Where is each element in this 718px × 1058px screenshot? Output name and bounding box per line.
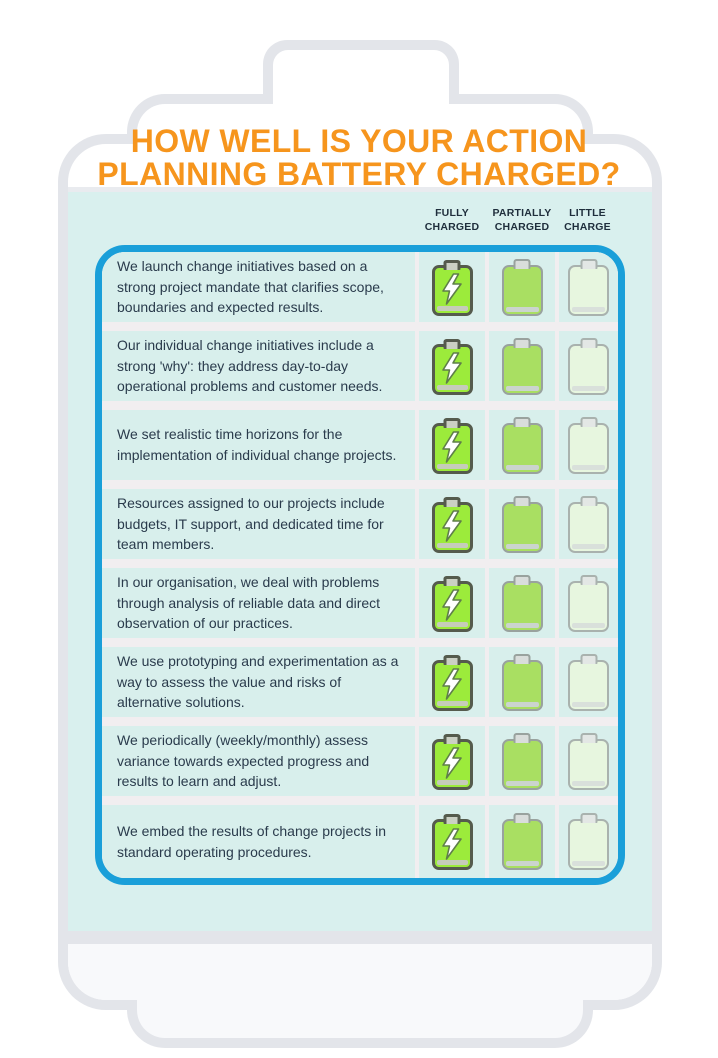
battery-partially-charged-icon <box>489 805 555 878</box>
statement-text: Resources assigned to our projects include budgets, IT support, and dedicated time for team members. <box>102 489 415 559</box>
battery-cap-icon <box>444 576 461 586</box>
battery-fully-charged-icon <box>419 489 485 559</box>
statement-text: Our individual change initiatives include a strong 'why': they address day-to-day operational problems and customer needs. <box>102 331 415 401</box>
battery-cap-icon <box>514 575 531 585</box>
battery-little-charge-icon <box>559 331 618 401</box>
battery-cap-icon <box>580 338 597 348</box>
battery-cap-icon <box>444 339 461 349</box>
statement-text: In our organisation, we deal with problems through analysis of reliable data and direct observation of our practices. <box>102 568 415 638</box>
battery-little-charge-icon <box>559 410 618 480</box>
battery-cap-icon <box>444 497 461 507</box>
battery-cap-icon <box>514 654 531 664</box>
lightning-bolt-icon <box>441 352 463 384</box>
battery-cap-icon <box>580 259 597 269</box>
lightning-bolt-icon <box>441 431 463 463</box>
battery-cap-icon <box>444 260 461 270</box>
lightning-bolt-icon <box>441 828 463 860</box>
column-headers <box>419 206 616 234</box>
assessment-grid <box>102 252 618 878</box>
battery-little-charge-icon <box>559 726 618 796</box>
battery-partially-charged-icon <box>489 252 555 322</box>
statement-text: We use prototyping and experimentation as a way to assess the value and risks of alternative solutions. <box>102 647 415 717</box>
battery-fully-charged-icon <box>419 805 485 878</box>
battery-little-charge-icon <box>559 489 618 559</box>
battery-cap-icon <box>514 733 531 743</box>
battery-partially-charged-icon <box>489 647 555 717</box>
battery-cap-icon <box>580 417 597 427</box>
battery-fully-charged-icon <box>419 568 485 638</box>
column-header-partially-charged: PARTIALLY CHARGED <box>492 207 552 234</box>
assessment-table <box>95 245 625 885</box>
footer-divider <box>68 931 652 944</box>
battery-little-charge-icon <box>559 647 618 717</box>
lightning-bolt-icon <box>441 510 463 542</box>
battery-fully-charged-icon <box>419 647 485 717</box>
battery-little-charge-icon <box>559 252 618 322</box>
battery-cap-icon <box>514 417 531 427</box>
page-title <box>0 125 718 190</box>
battery-cap-icon <box>514 259 531 269</box>
battery-cap-icon <box>580 733 597 743</box>
battery-partially-charged-icon <box>489 489 555 559</box>
statement-text: We launch change initiatives based on a strong project mandate that clarifies scope, boundaries and expected results. <box>102 252 415 322</box>
battery-little-charge-icon <box>559 805 618 878</box>
battery-fully-charged-icon <box>419 726 485 796</box>
battery-cap-icon <box>580 496 597 506</box>
battery-cap-icon <box>444 418 461 428</box>
column-header-fully-charged: FULLY CHARGED <box>424 207 480 234</box>
page-title-line1: HOW WELL IS YOUR ACTION <box>130 123 588 159</box>
battery-cap-icon <box>580 575 597 585</box>
battery-cap-icon <box>444 655 461 665</box>
lightning-bolt-icon <box>441 273 463 305</box>
battery-cap-icon <box>514 338 531 348</box>
battery-cap-icon <box>514 496 531 506</box>
battery-little-charge-icon <box>559 568 618 638</box>
lightning-bolt-icon <box>441 589 463 621</box>
battery-cap-icon <box>580 813 597 823</box>
battery-partially-charged-icon <box>489 568 555 638</box>
column-header-little-charge: LITTLE CHARGE <box>564 207 611 234</box>
battery-fully-charged-icon <box>419 410 485 480</box>
battery-partially-charged-icon <box>489 331 555 401</box>
lightning-bolt-icon <box>441 747 463 779</box>
battery-partially-charged-icon <box>489 726 555 796</box>
lightning-bolt-icon <box>441 668 463 700</box>
battery-cap-icon <box>580 654 597 664</box>
battery-cap-icon <box>444 814 461 824</box>
battery-partially-charged-icon <box>489 410 555 480</box>
battery-fully-charged-icon <box>419 331 485 401</box>
battery-cap-icon <box>514 813 531 823</box>
battery-cap-icon <box>444 734 461 744</box>
statement-text: We set realistic time horizons for the implementation of individual change projects. <box>102 410 415 480</box>
statement-text: We periodically (weekly/monthly) assess variance towards expected progress and results to learn and adjust. <box>102 726 415 796</box>
statement-text: We embed the results of change projects in standard operating procedures. <box>102 805 415 878</box>
page-title-line2: PLANNING BATTERY CHARGED? <box>97 155 621 192</box>
battery-fully-charged-icon <box>419 252 485 322</box>
